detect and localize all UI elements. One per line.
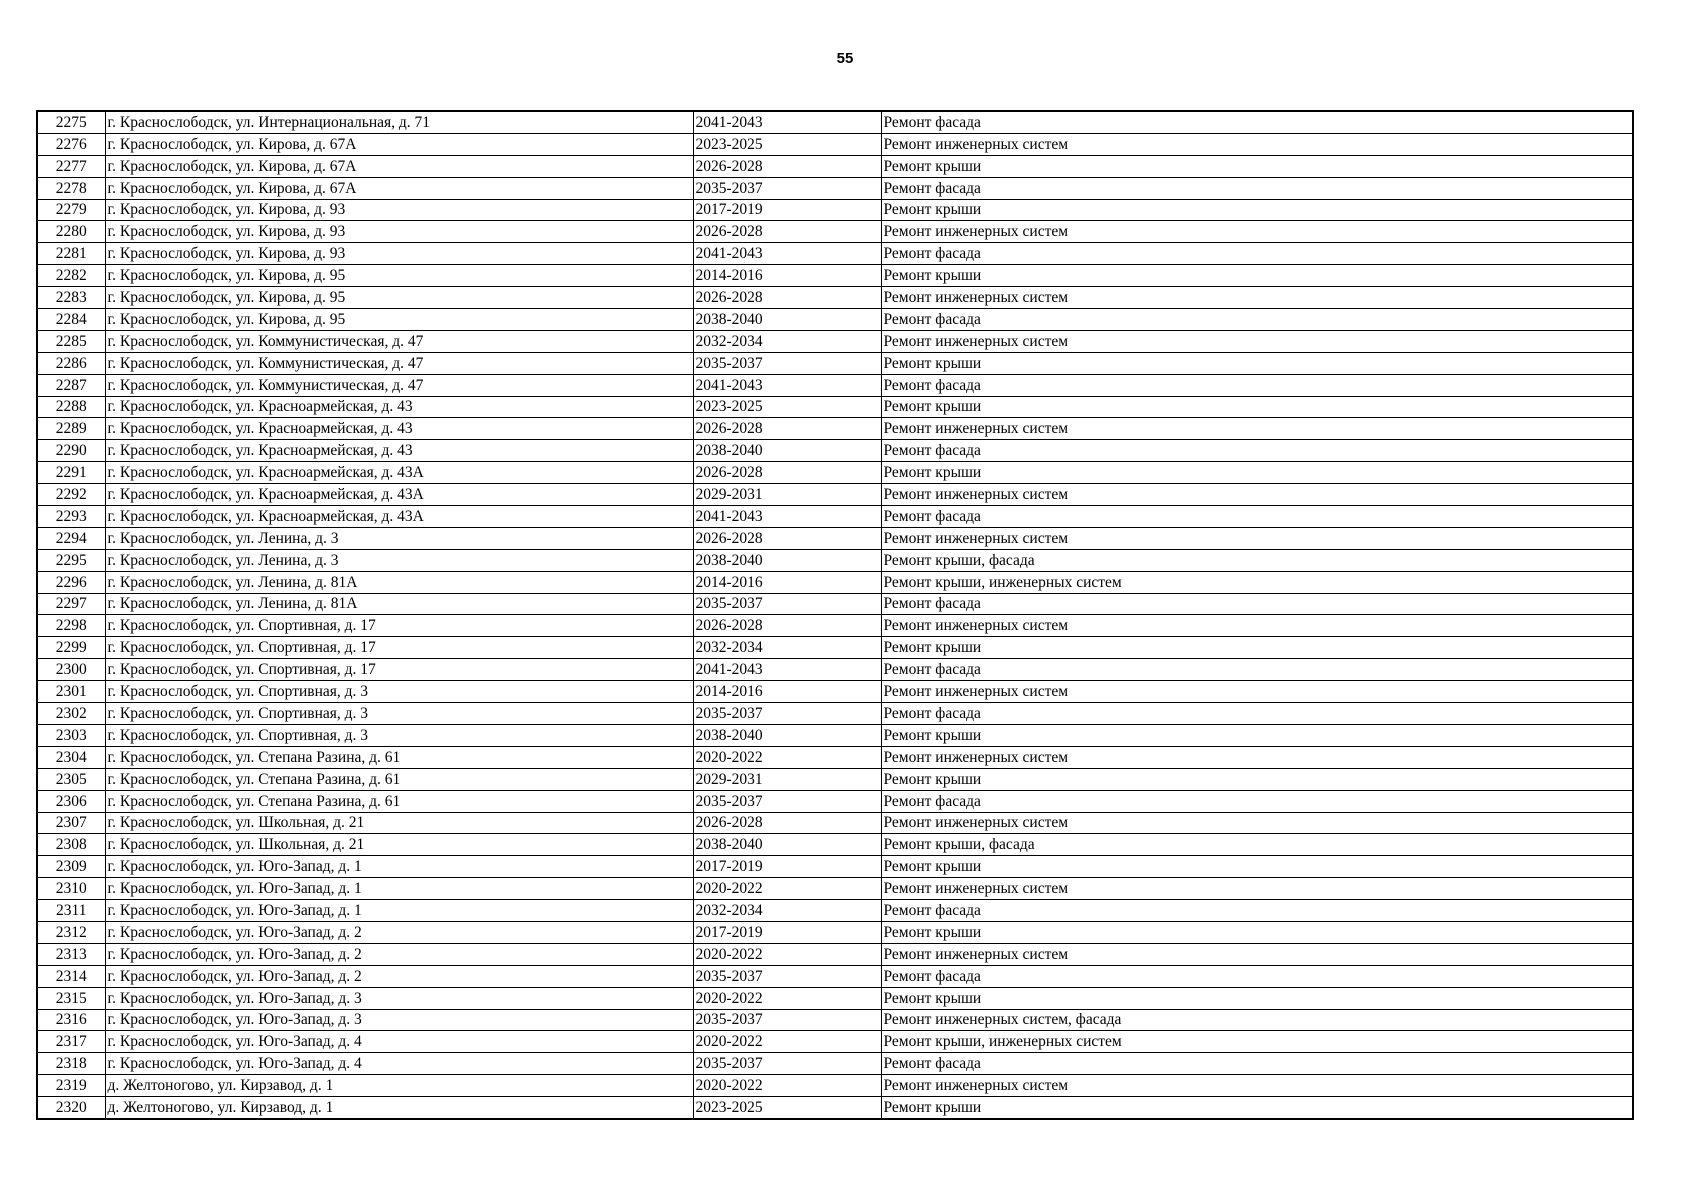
address-cell: г. Краснослободск, ул. Спортивная, д. 3 — [105, 703, 693, 725]
table-row — [37, 834, 1633, 856]
row-number: 2294 — [37, 527, 105, 549]
address-cell: г. Краснослободск, ул. Степана Разина, д. 61 — [105, 746, 693, 768]
row-number: 2312 — [37, 921, 105, 943]
table-row — [37, 659, 1633, 681]
period-cell: 2032-2034 — [693, 900, 881, 922]
work-type-cell: Ремонт инженерных систем — [881, 615, 1633, 637]
work-type-cell: Ремонт крыши — [881, 396, 1633, 418]
table-row — [37, 243, 1633, 265]
work-type-cell: Ремонт крыши — [881, 199, 1633, 221]
table-row — [37, 812, 1633, 834]
address-cell: г. Краснослободск, ул. Юго-Запад, д. 4 — [105, 1053, 693, 1075]
period-cell: 2017-2019 — [693, 856, 881, 878]
table-body — [37, 111, 1633, 1119]
period-cell: 2035-2037 — [693, 790, 881, 812]
address-cell: г. Краснослободск, ул. Юго-Запад, д. 2 — [105, 943, 693, 965]
address-cell: г. Краснослободск, ул. Интернациональная, д. 71 — [105, 111, 693, 133]
address-cell: г. Краснослободск, ул. Коммунистическая, д. 47 — [105, 374, 693, 396]
work-type-cell: Ремонт инженерных систем — [881, 330, 1633, 352]
address-cell: г. Краснослободск, ул. Школьная, д. 21 — [105, 812, 693, 834]
address-cell: г. Краснослободск, ул. Кирова, д. 95 — [105, 309, 693, 331]
address-cell: г. Краснослободск, ул. Юго-Запад, д. 2 — [105, 965, 693, 987]
address-cell: г. Краснослободск, ул. Юго-Запад, д. 3 — [105, 1009, 693, 1031]
row-number: 2295 — [37, 549, 105, 571]
row-number: 2286 — [37, 352, 105, 374]
table-row — [37, 111, 1633, 133]
table-row — [37, 396, 1633, 418]
period-cell: 2038-2040 — [693, 309, 881, 331]
period-cell: 2038-2040 — [693, 724, 881, 746]
table-row — [37, 265, 1633, 287]
period-cell: 2035-2037 — [693, 1053, 881, 1075]
period-cell: 2041-2043 — [693, 659, 881, 681]
work-type-cell: Ремонт инженерных систем — [881, 527, 1633, 549]
work-type-cell: Ремонт инженерных систем — [881, 878, 1633, 900]
work-type-cell: Ремонт фасада — [881, 900, 1633, 922]
address-cell: г. Краснослободск, ул. Ленина, д. 3 — [105, 527, 693, 549]
address-cell: г. Краснослободск, ул. Кирова, д. 95 — [105, 287, 693, 309]
work-type-cell: Ремонт инженерных систем — [881, 484, 1633, 506]
work-type-cell: Ремонт фасада — [881, 703, 1633, 725]
work-type-cell: Ремонт инженерных систем — [881, 133, 1633, 155]
address-cell: г. Краснослободск, ул. Степана Разина, д. 61 — [105, 790, 693, 812]
row-number: 2309 — [37, 856, 105, 878]
address-cell: г. Краснослободск, ул. Спортивная, д. 3 — [105, 681, 693, 703]
period-cell: 2026-2028 — [693, 527, 881, 549]
work-type-cell: Ремонт фасада — [881, 243, 1633, 265]
period-cell: 2014-2016 — [693, 681, 881, 703]
row-number: 2319 — [37, 1075, 105, 1097]
row-number: 2305 — [37, 768, 105, 790]
period-cell: 2038-2040 — [693, 549, 881, 571]
address-cell: г. Краснослободск, ул. Юго-Запад, д. 2 — [105, 921, 693, 943]
table-row — [37, 900, 1633, 922]
work-type-cell: Ремонт фасада — [881, 177, 1633, 199]
period-cell: 2041-2043 — [693, 506, 881, 528]
work-type-cell: Ремонт инженерных систем — [881, 681, 1633, 703]
work-type-cell: Ремонт инженерных систем — [881, 287, 1633, 309]
table-row — [37, 768, 1633, 790]
work-type-cell: Ремонт фасада — [881, 593, 1633, 615]
row-number: 2307 — [37, 812, 105, 834]
table-row — [37, 921, 1633, 943]
row-number: 2315 — [37, 987, 105, 1009]
row-number: 2292 — [37, 484, 105, 506]
table-row — [37, 615, 1633, 637]
table-row — [37, 352, 1633, 374]
address-cell: г. Краснослободск, ул. Красноармейская, д. 43 — [105, 418, 693, 440]
row-number: 2282 — [37, 265, 105, 287]
work-type-cell: Ремонт фасада — [881, 790, 1633, 812]
address-cell: г. Краснослободск, ул. Кирова, д. 93 — [105, 243, 693, 265]
period-cell: 2038-2040 — [693, 440, 881, 462]
work-type-cell: Ремонт инженерных систем — [881, 746, 1633, 768]
repair-schedule-table — [36, 110, 1634, 1120]
row-number: 2299 — [37, 637, 105, 659]
address-cell: г. Краснослободск, ул. Юго-Запад, д. 4 — [105, 1031, 693, 1053]
work-type-cell: Ремонт крыши — [881, 352, 1633, 374]
work-type-cell: Ремонт крыши — [881, 265, 1633, 287]
row-number: 2287 — [37, 374, 105, 396]
table-row — [37, 221, 1633, 243]
work-type-cell: Ремонт инженерных систем — [881, 418, 1633, 440]
table-row — [37, 1097, 1633, 1119]
work-type-cell: Ремонт крыши — [881, 921, 1633, 943]
row-number: 2310 — [37, 878, 105, 900]
row-number: 2314 — [37, 965, 105, 987]
work-type-cell: Ремонт крыши, инженерных систем — [881, 571, 1633, 593]
table-row — [37, 527, 1633, 549]
address-cell: г. Краснослободск, ул. Степана Разина, д. 61 — [105, 768, 693, 790]
address-cell: д. Желтоногово, ул. Кирзавод, д. 1 — [105, 1075, 693, 1097]
address-cell: г. Краснослободск, ул. Спортивная, д. 17 — [105, 637, 693, 659]
address-cell: г. Краснослободск, ул. Школьная, д. 21 — [105, 834, 693, 856]
period-cell: 2029-2031 — [693, 768, 881, 790]
row-number: 2284 — [37, 309, 105, 331]
row-number: 2316 — [37, 1009, 105, 1031]
address-cell: г. Краснослободск, ул. Спортивная, д. 17 — [105, 659, 693, 681]
address-cell: г. Краснослободск, ул. Юго-Запад, д. 1 — [105, 856, 693, 878]
period-cell: 2026-2028 — [693, 418, 881, 440]
row-number: 2276 — [37, 133, 105, 155]
period-cell: 2014-2016 — [693, 571, 881, 593]
work-type-cell: Ремонт фасада — [881, 506, 1633, 528]
address-cell: г. Краснослободск, ул. Кирова, д. 93 — [105, 221, 693, 243]
row-number: 2298 — [37, 615, 105, 637]
table-row — [37, 330, 1633, 352]
period-cell: 2041-2043 — [693, 374, 881, 396]
table-row — [37, 1031, 1633, 1053]
work-type-cell: Ремонт фасада — [881, 374, 1633, 396]
period-cell: 2026-2028 — [693, 462, 881, 484]
row-number: 2320 — [37, 1097, 105, 1119]
row-number: 2291 — [37, 462, 105, 484]
period-cell: 2035-2037 — [693, 1009, 881, 1031]
work-type-cell: Ремонт крыши — [881, 462, 1633, 484]
row-number: 2318 — [37, 1053, 105, 1075]
period-cell: 2035-2037 — [693, 593, 881, 615]
address-cell: г. Краснослободск, ул. Юго-Запад, д. 3 — [105, 987, 693, 1009]
address-cell: г. Краснослободск, ул. Юго-Запад, д. 1 — [105, 900, 693, 922]
row-number: 2301 — [37, 681, 105, 703]
table-row — [37, 177, 1633, 199]
table-row — [37, 856, 1633, 878]
table-row — [37, 703, 1633, 725]
period-cell: 2020-2022 — [693, 746, 881, 768]
table-row — [37, 549, 1633, 571]
table-row — [37, 374, 1633, 396]
row-number: 2283 — [37, 287, 105, 309]
table-row — [37, 1053, 1633, 1075]
work-type-cell: Ремонт инженерных систем — [881, 1075, 1633, 1097]
row-number: 2289 — [37, 418, 105, 440]
address-cell: г. Краснослободск, ул. Коммунистическая, д. 47 — [105, 352, 693, 374]
period-cell: 2023-2025 — [693, 1097, 881, 1119]
address-cell: г. Краснослободск, ул. Кирова, д. 93 — [105, 199, 693, 221]
table-row — [37, 987, 1633, 1009]
period-cell: 2026-2028 — [693, 615, 881, 637]
row-number: 2281 — [37, 243, 105, 265]
address-cell: г. Краснослободск, ул. Спортивная, д. 3 — [105, 724, 693, 746]
period-cell: 2038-2040 — [693, 834, 881, 856]
address-cell: г. Краснослободск, ул. Кирова, д. 67А — [105, 133, 693, 155]
table-row — [37, 462, 1633, 484]
address-cell: г. Краснослободск, ул. Юго-Запад, д. 1 — [105, 878, 693, 900]
work-type-cell: Ремонт крыши — [881, 1097, 1633, 1119]
table-row — [37, 287, 1633, 309]
row-number: 2302 — [37, 703, 105, 725]
table-row — [37, 506, 1633, 528]
table-row — [37, 681, 1633, 703]
table-row — [37, 746, 1633, 768]
period-cell: 2014-2016 — [693, 265, 881, 287]
period-cell: 2032-2034 — [693, 637, 881, 659]
address-cell: г. Краснослободск, ул. Красноармейская, д. 43А — [105, 462, 693, 484]
table-row — [37, 418, 1633, 440]
row-number: 2306 — [37, 790, 105, 812]
work-type-cell: Ремонт крыши, инженерных систем — [881, 1031, 1633, 1053]
table-row — [37, 1009, 1633, 1031]
row-number: 2313 — [37, 943, 105, 965]
work-type-cell: Ремонт крыши — [881, 987, 1633, 1009]
table-row — [37, 155, 1633, 177]
work-type-cell: Ремонт фасада — [881, 1053, 1633, 1075]
work-type-cell: Ремонт фасада — [881, 309, 1633, 331]
work-type-cell: Ремонт крыши, фасада — [881, 834, 1633, 856]
period-cell: 2017-2019 — [693, 921, 881, 943]
period-cell: 2026-2028 — [693, 155, 881, 177]
work-type-cell: Ремонт фасада — [881, 659, 1633, 681]
row-number: 2308 — [37, 834, 105, 856]
period-cell: 2020-2022 — [693, 1075, 881, 1097]
work-type-cell: Ремонт крыши — [881, 768, 1633, 790]
work-type-cell: Ремонт крыши, фасада — [881, 549, 1633, 571]
work-type-cell: Ремонт фасада — [881, 440, 1633, 462]
work-type-cell: Ремонт крыши — [881, 637, 1633, 659]
row-number: 2300 — [37, 659, 105, 681]
row-number: 2304 — [37, 746, 105, 768]
period-cell: 2032-2034 — [693, 330, 881, 352]
work-type-cell: Ремонт крыши — [881, 155, 1633, 177]
row-number: 2278 — [37, 177, 105, 199]
work-type-cell: Ремонт инженерных систем — [881, 943, 1633, 965]
row-number: 2277 — [37, 155, 105, 177]
work-type-cell: Ремонт фасада — [881, 111, 1633, 133]
period-cell: 2035-2037 — [693, 352, 881, 374]
work-type-cell: Ремонт крыши — [881, 724, 1633, 746]
period-cell: 2035-2037 — [693, 177, 881, 199]
period-cell: 2020-2022 — [693, 943, 881, 965]
row-number: 2303 — [37, 724, 105, 746]
table-row — [37, 637, 1633, 659]
address-cell: г. Краснослободск, ул. Спортивная, д. 17 — [105, 615, 693, 637]
period-cell: 2041-2043 — [693, 111, 881, 133]
period-cell: 2023-2025 — [693, 396, 881, 418]
table-row — [37, 440, 1633, 462]
row-number: 2297 — [37, 593, 105, 615]
period-cell: 2026-2028 — [693, 812, 881, 834]
row-number: 2311 — [37, 900, 105, 922]
period-cell: 2017-2019 — [693, 199, 881, 221]
row-number: 2296 — [37, 571, 105, 593]
address-cell: г. Краснослободск, ул. Кирова, д. 95 — [105, 265, 693, 287]
period-cell: 2020-2022 — [693, 987, 881, 1009]
work-type-cell: Ремонт инженерных систем — [881, 221, 1633, 243]
row-number: 2290 — [37, 440, 105, 462]
row-number: 2293 — [37, 506, 105, 528]
table-row — [37, 133, 1633, 155]
page-number: 55 — [836, 50, 854, 67]
table-row — [37, 309, 1633, 331]
address-cell: г. Краснослободск, ул. Красноармейская, д. 43 — [105, 396, 693, 418]
work-type-cell: Ремонт инженерных систем — [881, 812, 1633, 834]
period-cell: 2035-2037 — [693, 703, 881, 725]
address-cell: г. Краснослободск, ул. Красноармейская, д. 43А — [105, 506, 693, 528]
address-cell: г. Краснослободск, ул. Ленина, д. 81А — [105, 571, 693, 593]
table-row — [37, 943, 1633, 965]
address-cell: д. Желтоногово, ул. Кирзавод, д. 1 — [105, 1097, 693, 1119]
table-row — [37, 724, 1633, 746]
table-row — [37, 790, 1633, 812]
row-number: 2275 — [37, 111, 105, 133]
period-cell: 2026-2028 — [693, 221, 881, 243]
table-row — [37, 199, 1633, 221]
address-cell: г. Краснослободск, ул. Ленина, д. 81А — [105, 593, 693, 615]
address-cell: г. Краснослободск, ул. Кирова, д. 67А — [105, 177, 693, 199]
period-cell: 2041-2043 — [693, 243, 881, 265]
table-row — [37, 484, 1633, 506]
period-cell: 2035-2037 — [693, 965, 881, 987]
work-type-cell: Ремонт фасада — [881, 965, 1633, 987]
row-number: 2285 — [37, 330, 105, 352]
row-number: 2288 — [37, 396, 105, 418]
row-number: 2280 — [37, 221, 105, 243]
period-cell: 2020-2022 — [693, 1031, 881, 1053]
row-number: 2279 — [37, 199, 105, 221]
period-cell: 2020-2022 — [693, 878, 881, 900]
period-cell: 2029-2031 — [693, 484, 881, 506]
address-cell: г. Краснослободск, ул. Коммунистическая, д. 47 — [105, 330, 693, 352]
table-row — [37, 878, 1633, 900]
work-type-cell: Ремонт инженерных систем, фасада — [881, 1009, 1633, 1031]
table-row — [37, 571, 1633, 593]
address-cell: г. Краснослободск, ул. Красноармейская, д. 43 — [105, 440, 693, 462]
address-cell: г. Краснослободск, ул. Красноармейская, д. 43А — [105, 484, 693, 506]
table-row — [37, 593, 1633, 615]
table-row — [37, 965, 1633, 987]
address-cell: г. Краснослободск, ул. Ленина, д. 3 — [105, 549, 693, 571]
period-cell: 2026-2028 — [693, 287, 881, 309]
table-row — [37, 1075, 1633, 1097]
work-type-cell: Ремонт крыши — [881, 856, 1633, 878]
period-cell: 2023-2025 — [693, 133, 881, 155]
address-cell: г. Краснослободск, ул. Кирова, д. 67А — [105, 155, 693, 177]
row-number: 2317 — [37, 1031, 105, 1053]
